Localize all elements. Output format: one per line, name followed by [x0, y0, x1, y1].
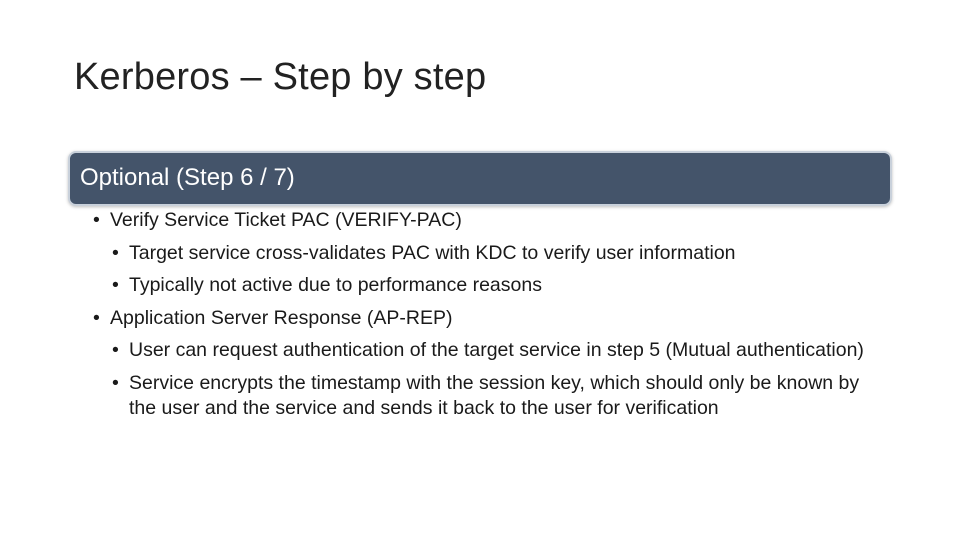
bullet-text: Target service cross-validates PAC with KDC to verify user information	[129, 241, 736, 264]
bullet-item	[88, 306, 888, 332]
bullet-icon: •	[93, 306, 100, 329]
bullet-text: Application Server Response (AP-REP)	[110, 306, 453, 329]
bullet-icon: •	[112, 274, 119, 296]
bullet-icon: •	[93, 209, 100, 231]
bullet-icon: •	[112, 371, 119, 394]
bullet-text: Verify Service Ticket PAC (VERIFY-PAC)	[110, 209, 462, 231]
slide-title: Kerberos – Step by step	[74, 56, 487, 98]
bullet-text: User can request authentication of the target service in step 5 (Mutual authentication)	[129, 339, 864, 361]
bullet-item	[88, 338, 888, 364]
bullet-text: Typically not active due to performance reasons	[129, 274, 542, 296]
bullet-item	[88, 371, 888, 422]
bullet-icon: •	[112, 339, 119, 361]
section-header	[68, 151, 892, 206]
section-header-label: Optional (Step 6 / 7)	[80, 164, 295, 191]
bullet-item	[88, 208, 888, 234]
bullet-item	[88, 241, 888, 267]
bullet-list	[88, 208, 888, 422]
bullet-item	[88, 273, 888, 299]
bullet-icon: •	[112, 241, 119, 264]
bullet-text: Service encrypts the timestamp with the session key, which should only be known by the user and the service and sends it back to the user for verification	[129, 371, 860, 419]
